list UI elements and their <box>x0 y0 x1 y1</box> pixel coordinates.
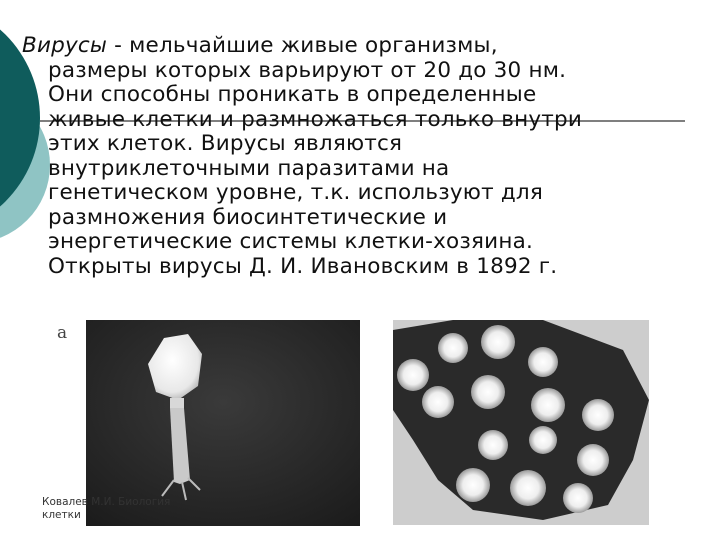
text-line-1: Вирусы - мельчайшие живые организмы, <box>22 33 498 58</box>
phage-collar <box>170 398 184 408</box>
text-line-5: этих клеток. Вирусы являются <box>48 131 403 156</box>
term-viruses: Вирусы <box>22 33 108 58</box>
text-line-9: энергетические системы клетки-хозяина. <box>48 229 533 254</box>
text-line-7: генетическом уровне, т.к. используют для <box>48 180 543 205</box>
footer-line-2: клетки <box>42 509 81 521</box>
text-line-4: живые клетки и размножаться только внутри <box>48 106 583 132</box>
footer-line-1: Ковалев М.И. Биология <box>42 496 171 508</box>
main-text <box>22 34 682 279</box>
text-line-6: внутриклеточными паразитами на <box>48 155 450 181</box>
virus-particles-micrograph <box>393 320 649 525</box>
footer-credit <box>42 496 212 522</box>
text-line-2: размеры которых варьируют от 20 до 30 нм. <box>48 57 567 83</box>
text-line-8: размножения биосинтетические и <box>48 204 448 230</box>
text-line-10: Открыты вирусы Д. И. Ивановским в 1892 г. <box>48 253 558 279</box>
text-line-3: Они способны проникать в определенные <box>48 82 537 107</box>
figure-label-a: а <box>57 323 68 343</box>
